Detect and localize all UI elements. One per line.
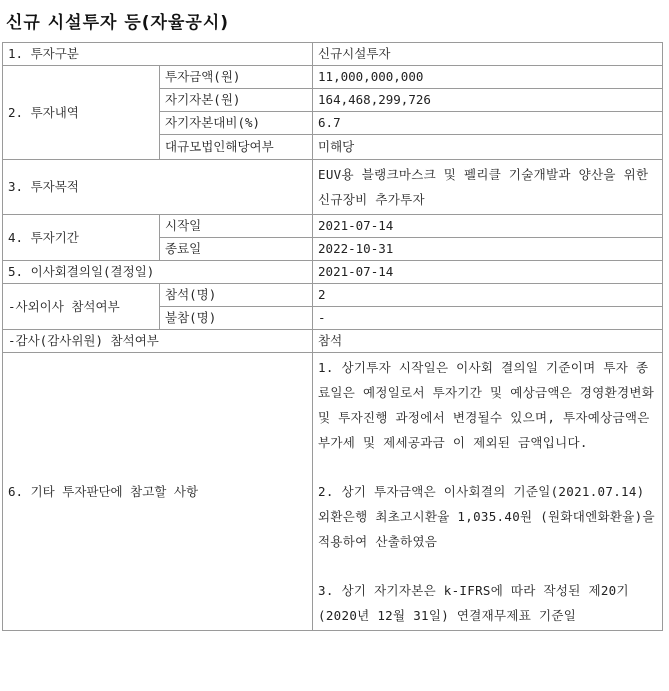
auditor-label: -감사(감사위원) 참석여부 bbox=[3, 330, 313, 353]
note-1: 1. 상기투자 시작일은 이사회 결의일 기준이며 투자 종료일은 예정일로서 투자기간 및 예상금액은 경영환경변화 및 투자진행 과정에서 변경될수 있으며, 투자예상금액은 부가세 및 제세공과금 이 제외된 금액입니다. bbox=[318, 360, 655, 450]
end-value: 2022-10-31 bbox=[313, 238, 663, 261]
amount-label: 투자금액(원) bbox=[160, 66, 313, 89]
equity-value: 164,468,299,726 bbox=[313, 89, 663, 112]
table-row bbox=[3, 261, 663, 284]
table-row bbox=[3, 330, 663, 353]
notes-cell bbox=[313, 353, 663, 631]
present-value: 2 bbox=[313, 284, 663, 307]
auditor-value: 참석 bbox=[313, 330, 663, 353]
absent-label: 불참(명) bbox=[160, 307, 313, 330]
amount-value: 11,000,000,000 bbox=[313, 66, 663, 89]
purpose-value: EUV용 블랭크마스크 및 펠리클 기술개발과 양산을 위한 신규장비 추가투자 bbox=[313, 160, 663, 215]
present-label: 참석(명) bbox=[160, 284, 313, 307]
board-value: 2021-07-14 bbox=[313, 261, 663, 284]
page-title: 신규 시설투자 등(자율공시) bbox=[6, 13, 230, 33]
outside-director-label: -사외이사 참석여부 bbox=[3, 284, 160, 330]
note-2: 2. 상기 투자금액은 이사회결의 기준일(2021.07.14) 외환은행 최초고시환율 1,035.40원 (원화대엔화환율)을 적용하여 산출하였음 bbox=[318, 484, 655, 549]
large-corp-label: 대규모법인해당여부 bbox=[160, 135, 313, 160]
table-row bbox=[3, 160, 663, 215]
table-row bbox=[3, 353, 663, 631]
type-value: 신규시설투자 bbox=[313, 43, 663, 66]
board-label: 5. 이사회결의일(결정일) bbox=[3, 261, 313, 284]
type-label: 1. 투자구분 bbox=[3, 43, 313, 66]
table-row bbox=[3, 215, 663, 238]
start-label: 시작일 bbox=[160, 215, 313, 238]
note-3: 3. 상기 자기자본은 k-IFRS에 따라 작성된 제20기 (2020년 12월 31일) 연결재무제표 기준일 bbox=[318, 583, 629, 623]
end-label: 종료일 bbox=[160, 238, 313, 261]
equity-label: 자기자본(원) bbox=[160, 89, 313, 112]
large-corp-value: 미해당 bbox=[313, 135, 663, 160]
start-value: 2021-07-14 bbox=[313, 215, 663, 238]
disclosure-table bbox=[2, 42, 663, 631]
table-row bbox=[3, 284, 663, 307]
absent-value: - bbox=[313, 307, 663, 330]
table-row bbox=[3, 43, 663, 66]
purpose-label: 3. 투자목적 bbox=[3, 160, 313, 215]
table-row bbox=[3, 66, 663, 89]
ratio-label: 자기자본대비(%) bbox=[160, 112, 313, 135]
detail-label: 2. 투자내역 bbox=[3, 66, 160, 160]
other-label: 6. 기타 투자판단에 참고할 사항 bbox=[3, 353, 313, 631]
period-label: 4. 투자기간 bbox=[3, 215, 160, 261]
ratio-value: 6.7 bbox=[313, 112, 663, 135]
